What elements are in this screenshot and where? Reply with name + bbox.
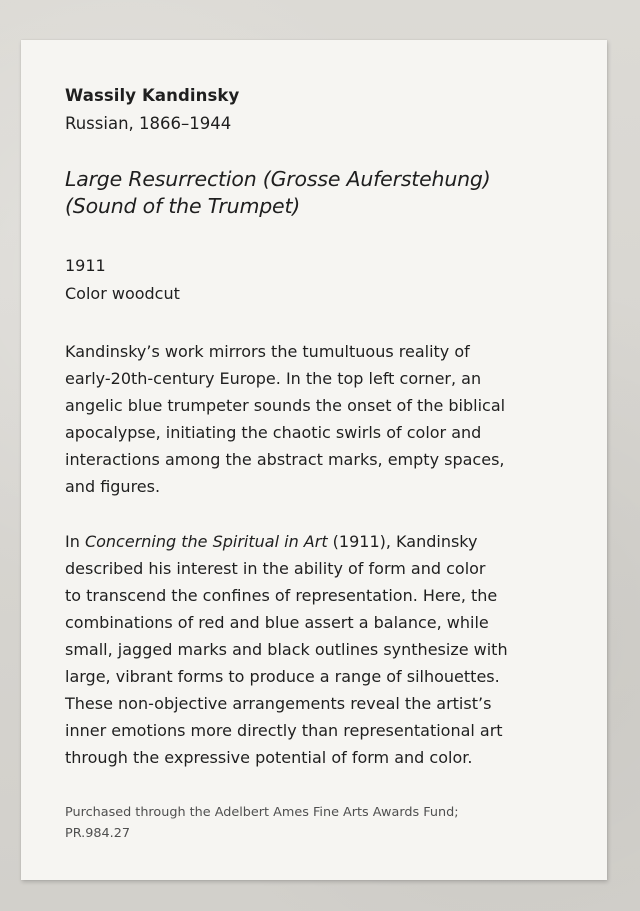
title-line: (Sound of the Trumpet) [65, 194, 301, 218]
paragraph-line: through the expressive potential of form and color. [65, 748, 473, 767]
paragraph-line: Kandinsky’s work mirrors the tumultuous reality of [65, 342, 470, 361]
book-title: Concerning the Spiritual in Art [84, 532, 328, 551]
paragraph-line: apocalypse, initiating the chaotic swirls of color and [65, 423, 482, 442]
artist-name: Wassily Kandinsky [65, 86, 240, 105]
description-paragraph-2 [65, 528, 605, 771]
paragraph-line-prefix: In [65, 532, 85, 551]
paragraph-line: interactions among the abstract marks, empty spaces, [65, 450, 505, 469]
paragraph-line: combinations of red and blue assert a balance, while [65, 613, 489, 632]
paragraph-line: angelic blue trumpeter sounds the onset of the biblical [65, 396, 506, 415]
paragraph-line-suffix: (1911), Kandinsky [327, 532, 478, 551]
title-line: Large Resurrection (Grosse Auferstehung) [65, 167, 491, 191]
description-paragraph-1 [65, 338, 605, 500]
paragraph-line: These non-objective arrangements reveal the artist’s [65, 694, 492, 713]
museum-label-card [21, 40, 607, 880]
paragraph-line [65, 528, 605, 555]
credit-text: Purchased through the Adelbert Ames Fine Arts Awards Fund; [65, 805, 459, 820]
paragraph-line: described his interest in the ability of form and color [65, 559, 486, 578]
paragraph-line: and figures. [65, 477, 161, 496]
artist-nationality-dates: Russian, 1866–1944 [65, 114, 232, 133]
credit-line [65, 802, 459, 844]
artwork-medium: Color woodcut [65, 284, 180, 303]
accession-number: PR.984.27 [65, 826, 130, 841]
artwork-date: 1911 [65, 256, 106, 275]
paragraph-line: small, jagged marks and black outlines synthesize with [65, 640, 508, 659]
paragraph-line: early-20th-century Europe. In the top left corner, an [65, 369, 482, 388]
artwork-title [65, 166, 585, 220]
paragraph-line: large, vibrant forms to produce a range of silhouettes. [65, 667, 500, 686]
paragraph-line: to transcend the confines of representation. Here, the [65, 586, 498, 605]
paragraph-line: inner emotions more directly than representational art [65, 721, 503, 740]
